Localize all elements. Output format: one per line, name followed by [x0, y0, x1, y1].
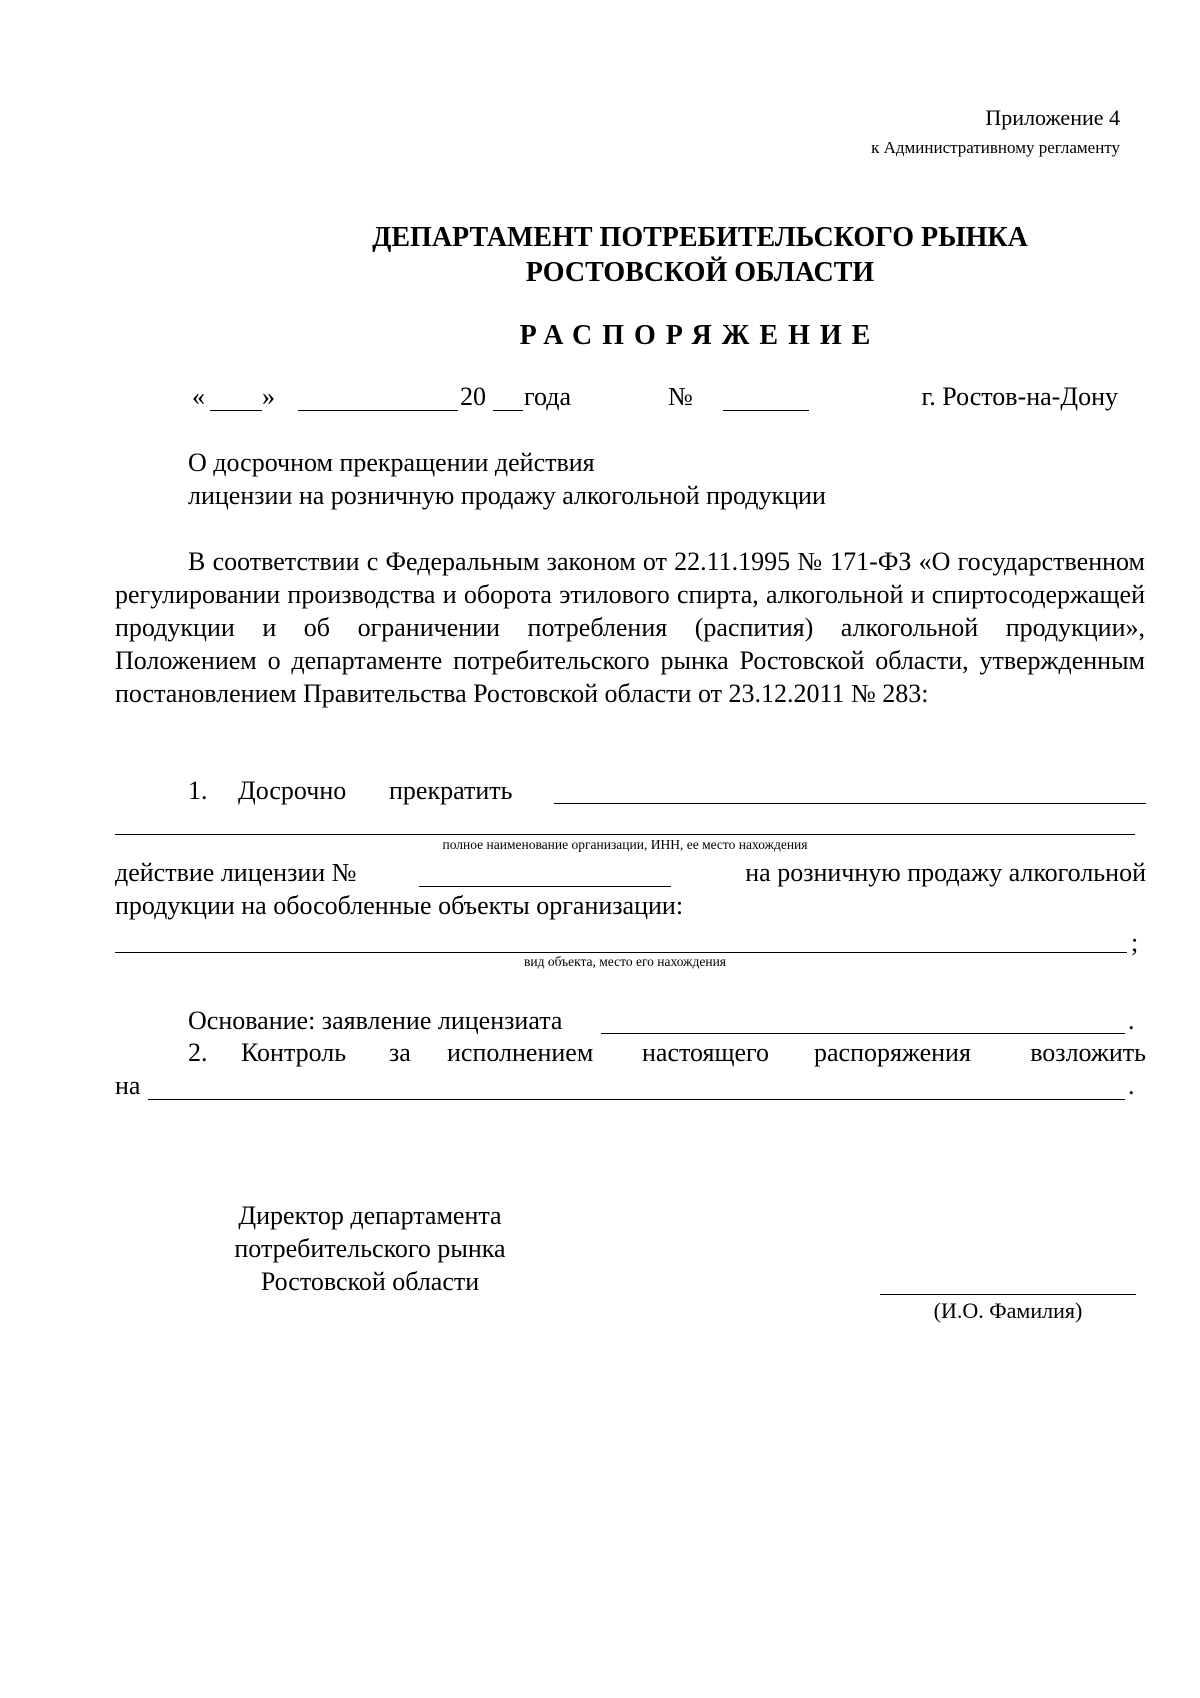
date-close-quote: »: [262, 382, 275, 411]
object-blank: [115, 952, 1127, 953]
number-sign: №: [668, 382, 693, 411]
year-prefix: 20: [460, 382, 486, 411]
department-name-line1: ДЕПАРТАМЕНТ ПОТРЕБИТЕЛЬСКОГО РЫНКА: [372, 222, 1028, 253]
order-number-blank: [723, 410, 809, 411]
month-blank: [298, 410, 458, 411]
signatory-line1: Директор департамента: [238, 1201, 502, 1230]
item2-word-4: настоящего: [642, 1038, 770, 1067]
license-line2: продукции на обособленные объекты организации:: [115, 891, 684, 920]
date-open-quote: «: [192, 382, 205, 411]
item1-word-early: Досрочно: [238, 776, 347, 805]
year-blank: [493, 410, 523, 411]
preamble-paragraph: В соответствии с Федеральным законом от 22.11.1995 № 171-ФЗ «О государственном регулировании производства и оборота этилового спирта, алкогольной и спиртосодержащей продукции и об ограничении потребления (распития) алкогольной продукции», Положением о департаменте потребительского рынка Ростовской области, утвержденным постановлением Правительства Ростовской области от 23.12.2011 № 283:: [115, 547, 1145, 708]
item1-number: 1.: [188, 776, 208, 805]
signatory-line3: Ростовской области: [260, 1267, 480, 1296]
org-blank-part2: [115, 834, 1135, 835]
license-prefix: действие лицензии №: [115, 858, 357, 887]
license-number-blank: [419, 886, 671, 887]
basis-end: .: [1128, 1006, 1135, 1035]
license-suffix: на розничную продажу алкогольной: [745, 858, 1146, 887]
responsible-blank: [148, 1099, 1125, 1100]
signature-blank: [880, 1294, 1136, 1295]
day-blank: [210, 410, 262, 411]
item2-word-3: исполнением: [447, 1038, 594, 1067]
signatory-line2: потребительского рынка: [234, 1234, 506, 1263]
document-type-title: РАСПОРЯЖЕНИЕ: [519, 320, 881, 351]
appendix-title: Приложение 4: [985, 105, 1120, 130]
basis-blank: [601, 1033, 1125, 1034]
object-hint: вид объекта, место его нахождения: [523, 954, 727, 969]
subject-line1: О досрочном прекращении действия: [188, 448, 595, 477]
item1-word-terminate: прекратить: [389, 776, 513, 805]
year-suffix: года: [524, 382, 572, 411]
item2-word-2: за: [389, 1038, 411, 1067]
org-hint: полное наименование организации, ИНН, ее место нахождения: [442, 837, 808, 852]
city: г. Ростов-на-Дону: [921, 382, 1118, 411]
object-end: ;: [1131, 928, 1139, 957]
item2-word-6: возложить: [1030, 1038, 1146, 1067]
basis-label: Основание: заявление лицензиата: [188, 1006, 563, 1035]
item2-number: 2.: [188, 1038, 208, 1067]
department-name-line2: РОСТОВСКОЙ ОБЛАСТИ: [525, 257, 875, 288]
item2-on: на: [115, 1071, 141, 1100]
signatory-name-hint: (И.О. Фамилия): [933, 1298, 1083, 1323]
appendix-subtitle: к Административному регламенту: [871, 138, 1120, 157]
subject-line2: лицензии на розничную продажу алкогольной продукции: [188, 481, 826, 510]
org-blank-part1: [554, 803, 1146, 804]
item2-word-5: распоряжения: [814, 1038, 971, 1067]
item2-word-1: Контроль: [241, 1038, 347, 1067]
item2-end: .: [1128, 1071, 1135, 1100]
